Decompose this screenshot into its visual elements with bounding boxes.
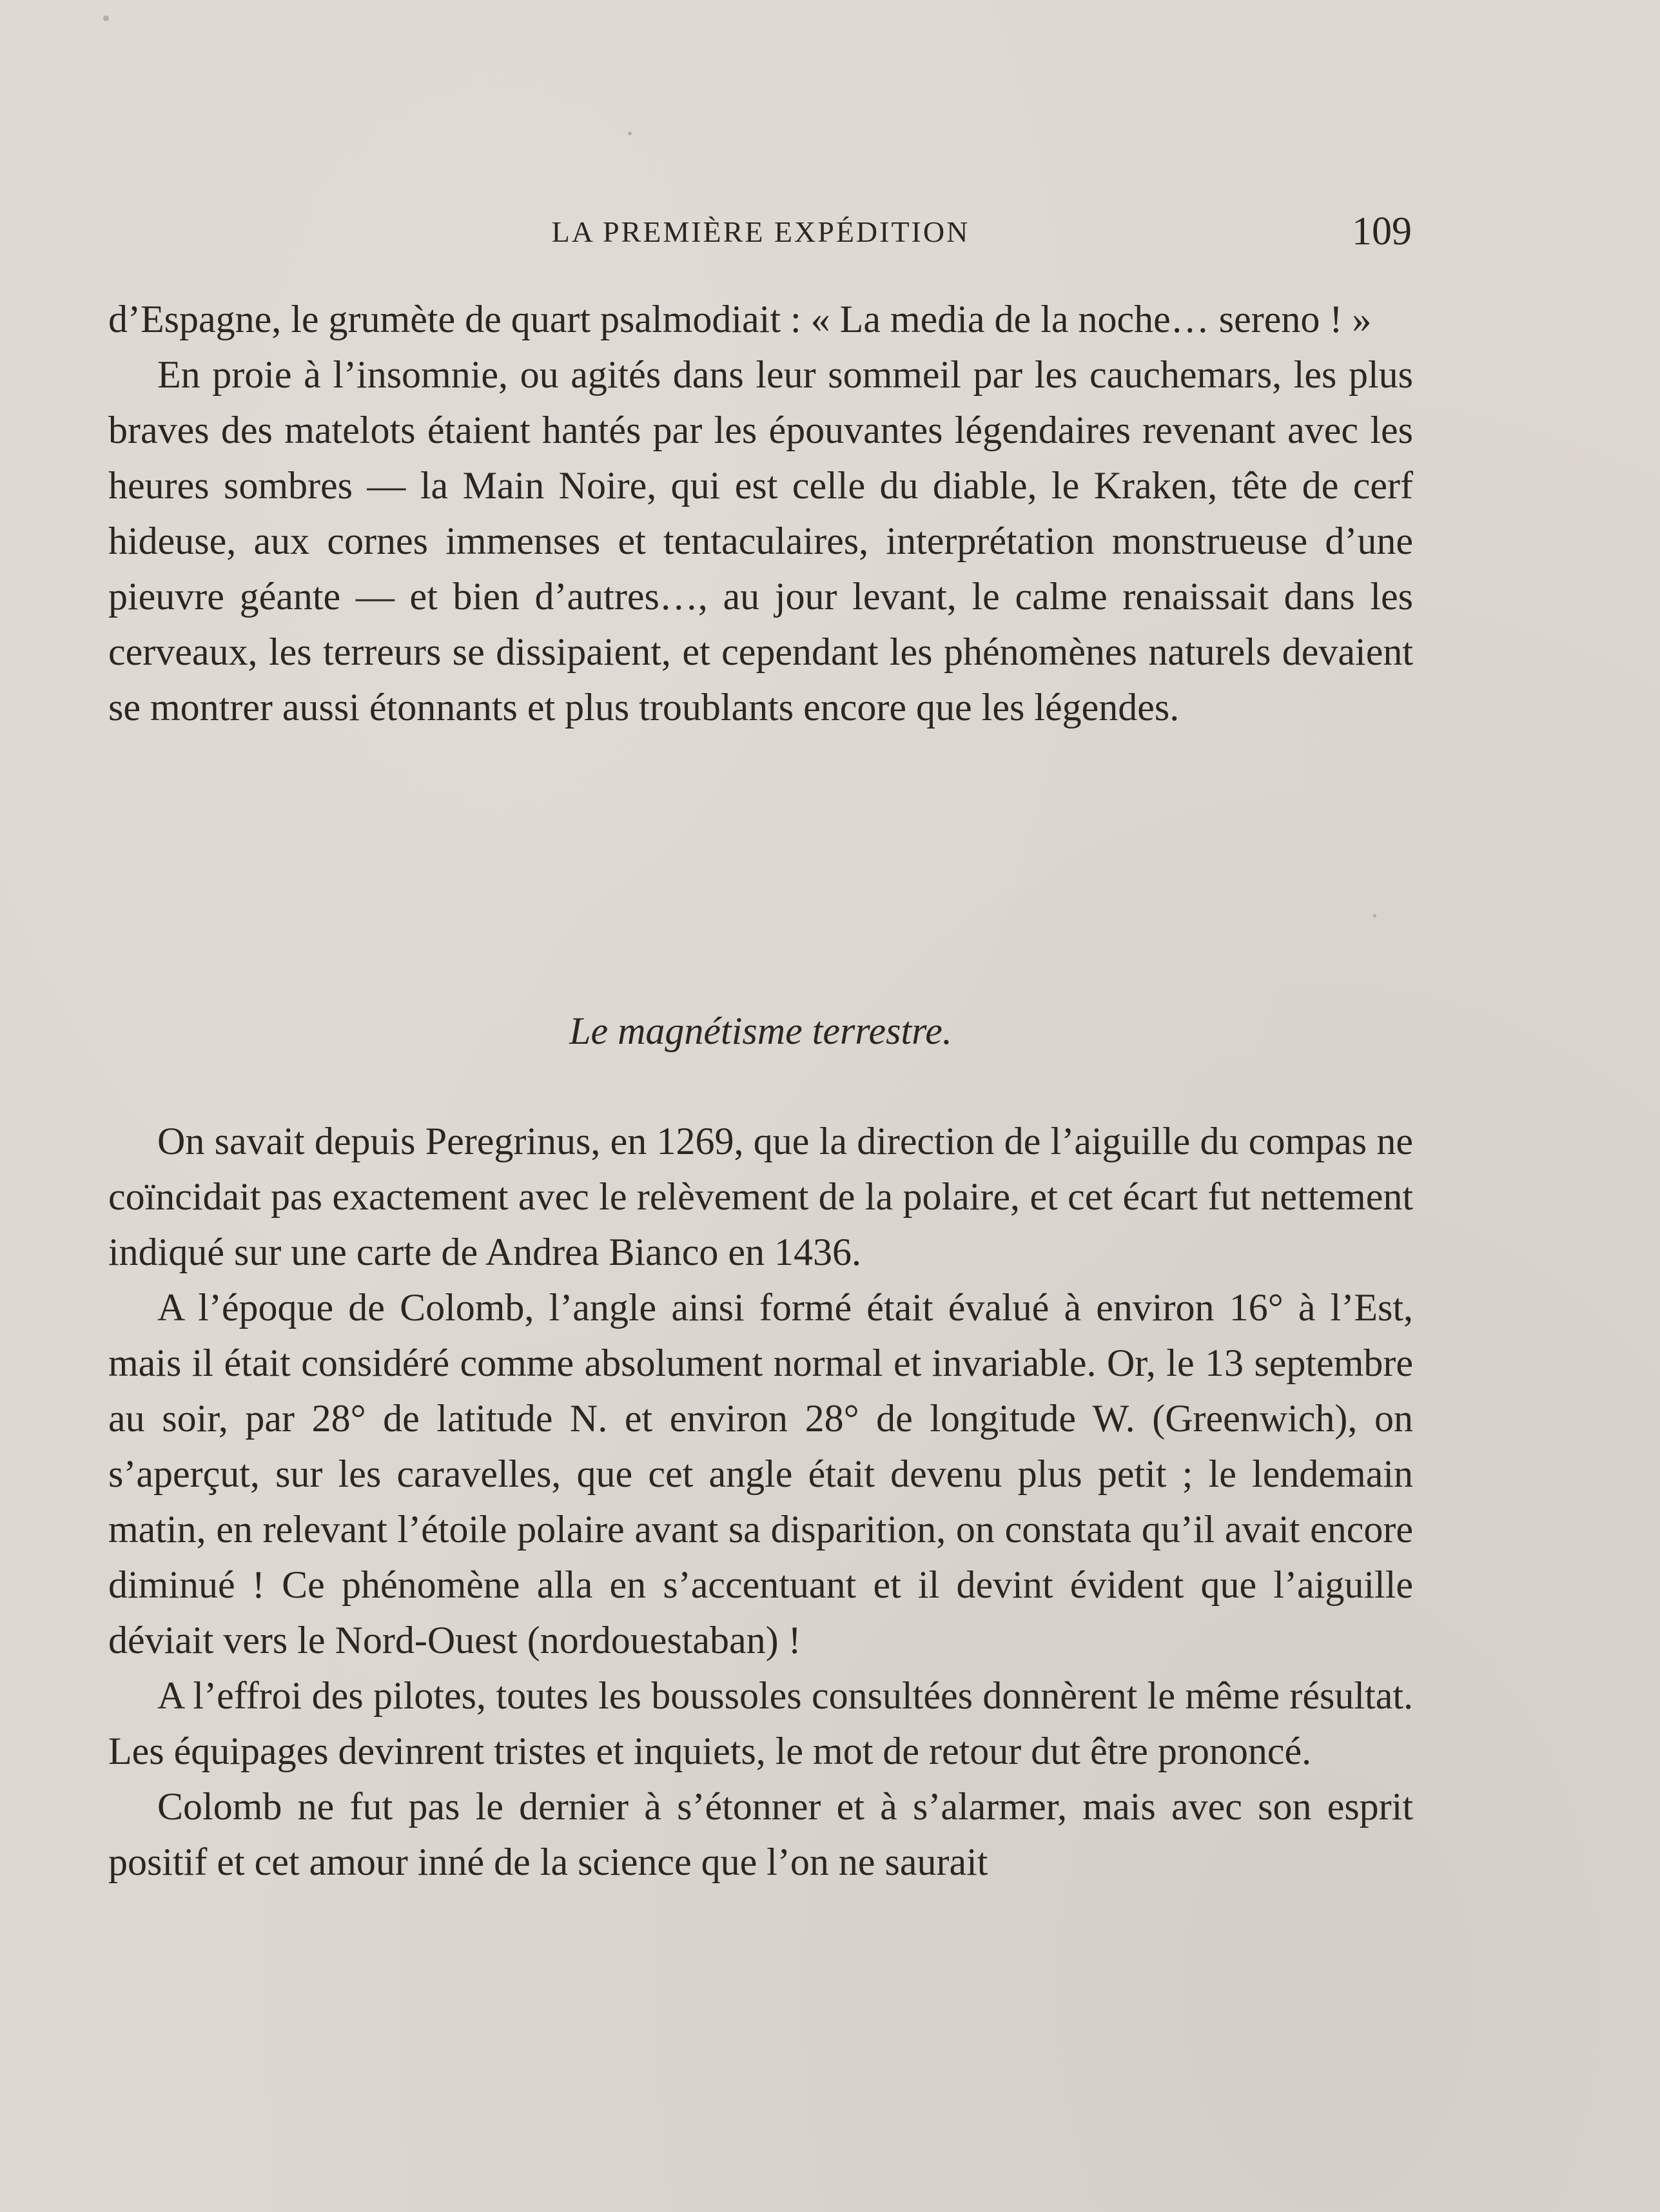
paragraph: En proie à l’insomnie, ou agités dans leur sommeil par les cauchemars, les plus braves des matelots étaient hantés par les épouvantes légendaires revenant avec les heures sombres — la Main Noire, qui est celle du diable, le Kraken, tête de cerf hideuse, aux cornes immenses et tentaculaires, interprétation monstrueuse d’une pieuvre géante — et bien d’autres…, au jour levant, le calme renaissait dans les cerveaux, les terreurs se dissipaient, et cependant les phénomènes naturels devaient se montrer aussi étonnants et plus troublants encore que les légendes.: [108, 353, 1413, 729]
paragraph: On savait depuis Peregrinus, en 1269, que la direction de l’aiguille du compas ne coïncidait pas exactement avec le relèvement de la polaire, et cet écart fut nettement indiqué sur une carte de Andrea Bianco en 1436.: [108, 1120, 1413, 1273]
text-block-top: [108, 291, 1413, 735]
paragraph: Colomb ne fut pas le dernier à s’étonner et à s’alarmer, mais avec son esprit positif et cet amour inné de la science que l’on ne saurait: [108, 1785, 1413, 1883]
paper-speck: [103, 15, 109, 21]
page-number: 109: [1352, 210, 1412, 253]
paper-speck: [1373, 914, 1376, 917]
paragraph: A l’effroi des pilotes, toutes les boussoles consultées donnèrent le même résultat. Les équipages devinrent tristes et inquiets, le mot de retour dut être prononcé.: [108, 1674, 1413, 1772]
paper-speck: [628, 132, 632, 135]
running-head: [110, 210, 1412, 255]
paragraph: A l’époque de Colomb, l’angle ainsi formé était évalué à environ 16° à l’Est, mais il était considéré comme absolument normal et invariable. Or, le 13 septembre au soir, par 28° de latitude N. et environ 28° de longitude W. (Greenwich), on s’aperçut, sur les caravelles, que cet angle était devenu plus petit ; le lendemain matin, en relevant l’étoile polaire avant sa disparition, on constata qu’il avait encore diminué ! Ce phénomène alla en s’accentuant et il devint évident que l’aiguille déviait vers le Nord-Ouest (nordouestaban) !: [108, 1286, 1413, 1661]
section-heading: Le magnétisme terrestre.: [569, 1010, 952, 1052]
text-block-bottom: [108, 1113, 1413, 1890]
running-title: LA PREMIÈRE EXPÉDITION: [551, 215, 970, 248]
paragraph-continuation: d’Espagne, le grumète de quart psalmodiait : « La media de la noche… sereno ! »: [108, 298, 1372, 340]
